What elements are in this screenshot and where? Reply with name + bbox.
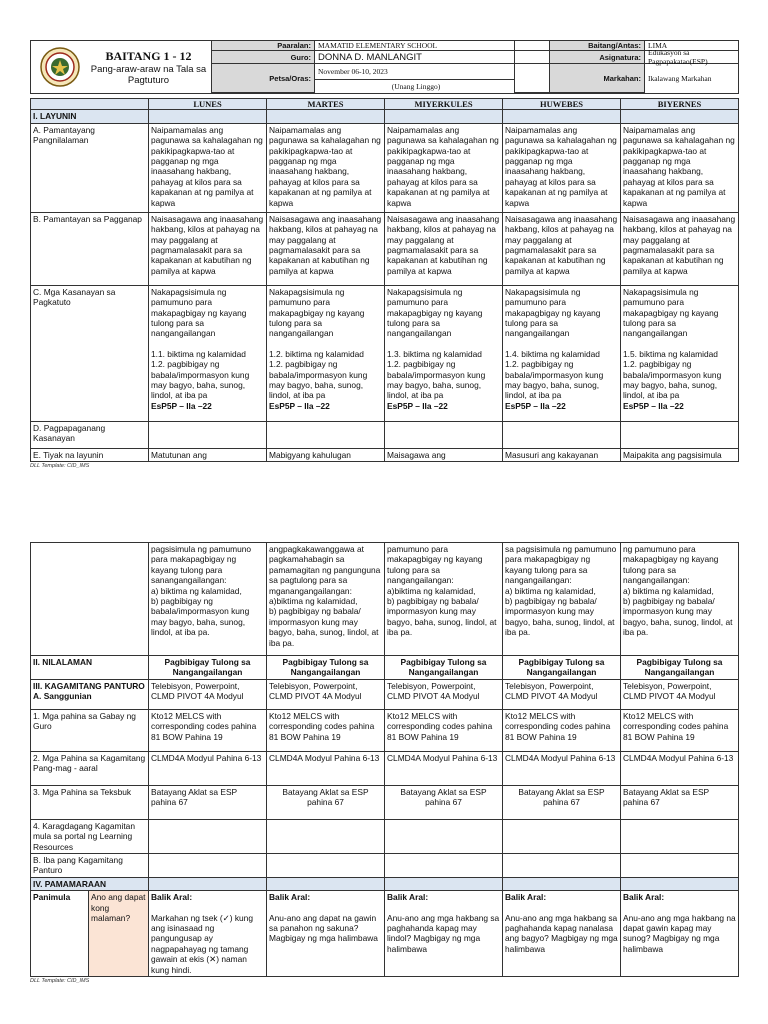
table-row [31,785,739,819]
table-cell: Kto12 MELCS with corresponding codes pahina 81 BOW Pahina 19 [621,709,739,751]
nilalaman-label: II. NILALAMAN [31,656,149,680]
blank-header [31,99,149,110]
table-cell: Maipakita ang pagsisimula [621,448,739,461]
form-title: BAITANG 1 - 12 [105,48,192,63]
table-row [31,709,739,751]
petsa-value: November 06-10, 2023 [315,64,515,80]
balik-aral-text: Anu-ano ang mga hakbang sa paghahanda kapag may lindol? Magbigay ng mga halimbawa [387,912,500,954]
page-1 [30,40,739,469]
table-cell: Naipamamalas ang pagunawa sa kahalagahan ng pakikipagkapwa-tao at pagganap ng mga inaasahang hakbang, pahayag at kilos para sa kapakanan at ng pamilya at kapwa [621,123,739,212]
skill-items: 1.2. biktima ng kalamidad 1.2. pagbibigay ng babala/impormasyon kung may bagyo, baha, sunog, lindol, at iba pa [269,348,368,401]
table-cell [385,421,503,448]
table-cell [267,421,385,448]
row-label: E. Tiyak na layunin [31,448,149,461]
table-cell: Naipamamalas ang pagunawa sa kahalagahan ng pakikipagkapwa-tao at pagganap ng mga inaasahang hakbang, pahayag at kilos para sa kapakanan at ng pamilya at kapwa [503,123,621,212]
balik-aral-label: Balik Aral: [269,892,311,903]
table-row [31,751,739,785]
page-footer: DLL Template: CID_IMS [30,978,90,985]
panimula-label: Panimula [31,891,89,977]
kagamitan-label [31,679,149,709]
table-cell [503,421,621,448]
table-cell: Telebisyon, Powerpoint, CLMD PIVOT 4A Modyul [385,679,503,709]
skill-code: EsP5P – IIa –22 [151,400,212,411]
skill-intro: Nakapagsisimula ng pamumuno para makapagbigay ng kayang tulong para sa nangangailangan [151,286,247,339]
header [30,40,739,94]
table-cell: Batayang Aklat sa ESP pahina 67 [149,785,267,819]
baitang-value: LIMA [645,41,738,51]
balik-aral-label: Balik Aral: [623,892,665,903]
table-cell: pamumuno para makapagbigay ng kayang tulong para sa nangangailangan: a)biktima ng kalamidad, b) pagbibigay ng babala/ impormasyon kung may bagyo, baha, sunog, lindol, at iba pa. [385,543,503,656]
table-cell: Kto12 MELCS with corresponding codes pahina 81 BOW Pahina 19 [149,709,267,751]
header-left [31,41,212,93]
table-cell: CLMD4A Modyul Pahina 6-13 [385,751,503,785]
header-info-grid [212,41,738,93]
petsa-label: Petsa/Oras: [212,64,315,93]
table-row [31,891,739,977]
markahan-value: Ikalawang Markahan [648,74,712,83]
dll-table-page1 [30,98,739,462]
table-cell: Naisasagawa ang inaasahang hakbang, kilos at pahayag na may paggalang at pagmamalasakit para sa kapakanan at kabutihan ng pamilya at kapwa [267,212,385,285]
table-cell: Kto12 MELCS with corresponding codes pahina 81 BOW Pahina 19 [267,709,385,751]
section-layunin-label: I. LAYUNIN [31,110,149,123]
row-label: B. Iba pang Kagamitang Panturo [31,854,149,878]
balik-aral-label: Balik Aral: [505,892,547,903]
table-row [31,123,739,212]
table-cell: Naipamamalas ang pagunawa sa kahalagahan ng pakikipagkapwa-tao at pagganap ng mga inaasahang hakbang, pahayag at kilos para sa kapakanan at ng pamilya at kapwa [267,123,385,212]
table-row [31,212,739,285]
table-cell: Naisasagawa ang inaasahang hakbang, kilos at pahayag na may paggalang at pagmamalasakit para sa kapakanan at kabutihan ng pamilya at kapwa [621,212,739,285]
row-label: 2. Mga Pahina sa Kagamitang Pang-mag - aaral [31,751,149,785]
table-row [31,421,739,448]
table-cell: Pagbibigay Tulong sa Nangangailangan [503,656,621,680]
table-cell: Mabigyang kahulugan [267,448,385,461]
table-row [31,679,739,709]
table-cell [503,891,621,977]
table-cell: pagsisimula ng pamumuno para makapagbigay ng kayang tulong para sanangangailangan: a) biktima ng kalamidad, b) pagbibigay ng babala/impormasyon kung may bagyo, baha, sunog, lindol, at iba pa. [149,543,267,656]
table-row [31,656,739,680]
table-cell: Batayang Aklat sa ESP pahina 67 [503,785,621,819]
page-footer: DLL Template: CID_IMS [30,463,90,470]
skill-code: EsP5P – IIa –22 [623,400,684,411]
table-cell: sa pagsisimula ng pamumuno para makapagbigay ng kayang tulong para sa nangangailangan: a) biktima ng kalamidad, b) pagbibigay ng babala/ impormasyon kung may bagyo, baha, sunog, lindol, at iba pa. [503,543,621,656]
table-cell: Naipamamalas ang pagunawa sa kahalagahan ng pakikipagkapwa-tao at pagganap ng mga inaasahang hakbang, pahayag at kilos para sa kapakanan at ng pamilya at kapwa [385,123,503,212]
table-row [31,543,739,656]
skill-intro: Nakapagsisimula ng pamumuno para makapagbigay ng kayang tulong para sa nangangailangan [387,286,483,339]
table-cell: Pagbibigay Tulong sa Nangangailangan [267,656,385,680]
table-cell [267,891,385,977]
table-cell [385,891,503,977]
table-cell [149,891,267,977]
row-label: 3. Mga Pahina sa Teksbuk [31,785,149,819]
table-cell: Batayang Aklat sa ESP pahina 67 [621,785,739,819]
guro-label: Guro: [212,51,315,64]
balik-aral-text: Anu-ano ang dapat na gawin sa panahon ng sakuna? Magbigay ng mga halimbawa [269,912,378,944]
table-row [31,285,739,421]
table-cell [267,285,385,421]
page-2 [30,542,739,984]
skill-code: EsP5P – IIa –22 [387,400,448,411]
day-biyernes: BIYERNES [621,99,739,110]
header-title-block [86,49,211,86]
asignatura-value: Edukasyon sa Pagpapakatao(ESP) [645,51,738,64]
table-cell [621,285,739,421]
day-huwebes: HUWEBES [503,99,621,110]
table-cell: Batayang Aklat sa ESP pahina 67 [385,785,503,819]
table-cell [149,421,267,448]
skill-intro: Nakapagsisimula ng pamumuno para makapagbigay ng kayang tulong para sa nangangailangan [505,286,601,339]
table-cell [149,285,267,421]
section-pamamaraan [31,877,739,890]
markahan-label: Markahan: [550,64,645,93]
section-pamamaraan-label: IV. PAMAMARAAN [31,877,149,890]
skill-items: 1.3. biktima ng kalamidad 1.2. pagbibigay ng babala/impormasyon kung may bagyo, baha, sunog, lindol, at iba pa [387,348,486,401]
table-cell: Naisasagawa ang inaasahang hakbang, kilos at pahayag na may paggalang at pagmamalasakit para sa kapakanan at kabutihan ng pamilya at kapwa [385,212,503,285]
row-label: C. Mga Kasanayan sa Pagkatuto [31,285,149,421]
table-cell: angpagkakawanggawa at pagkamahabagin sa pamamagitan ng pangunguna sa pagtulong para sa mganangangailangan: a)biktima ng kalamidad, b) pagbibigay ng babala/ impormasyon kung may bagyo, baha, sunog, lindol, at iba pa. [267,543,385,656]
table-cell: Maisagawa ang [385,448,503,461]
balik-aral-text: Markahan ng tsek (✓) kung ang isinasaad ng pangungusap ay nagpapahayag ng tamang gawain at ekis (✕) naman kung hindi. [151,912,253,975]
guro-value: DONNA D. MANLANGIT [315,51,515,64]
table-cell: Pagbibigay Tulong sa Nangangailangan [385,656,503,680]
table-cell: Naisasagawa ang inaasahang hakbang, kilos at pahayag na may paggalang at pagmamalasakit para sa kapakanan at kabutihan ng pamilya at kapwa [503,212,621,285]
skill-code: EsP5P – IIa –22 [505,400,566,411]
row-label: D. Pagpapaganang Kasanayan [31,421,149,448]
table-cell: Masusuri ang kakayanan [503,448,621,461]
skill-intro: Nakapagsisimula ng pamumuno para makapagbigay ng kayang tulong para sa nangangailangan [269,286,365,339]
row-label: A. Pamantayang Pangnilalaman [31,123,149,212]
sanggunian-label: A. Sanggunian [33,691,92,702]
table-cell: ng pamumuno para makapagbigay ng kayang tulong para sa nangangailangan: a) biktima ng kalamidad, b) pagbibigay ng babala/ impormasyon kung may bagyo, baha, sunog, lindol, at iba pa. [621,543,739,656]
table-cell: Pagbibigay Tulong sa Nangangailangan [621,656,739,680]
day-miyerkules: MIYERKULES [385,99,503,110]
paaralan-label: Paaralan: [212,41,315,51]
section-layunin [31,110,739,123]
balik-aral-label: Balik Aral: [151,892,193,903]
table-row [31,854,739,878]
kagamitan-title: III. KAGAMITANG PANTURO [33,680,145,691]
table-cell: Kto12 MELCS with corresponding codes pahina 81 BOW Pahina 19 [503,709,621,751]
table-cell: Pagbibigay Tulong sa Nangangailangan [149,656,267,680]
row-label [31,543,149,656]
balik-aral-text: Anu-ano ang mga hakbang na dapat gawin kapag may sunog? Magbigay ng mga halimbawa [623,912,736,954]
baitang-label: Baitang/Antas: [550,41,645,51]
row-label: 1. Mga pahina sa Gabay ng Guro [31,709,149,751]
table-cell: Naisasagawa ang inaasahang hakbang, kilos at pahayag na may paggalang at pagmamalasakit para sa kapakanan at kabutihan ng pamilya at kapwa [149,212,267,285]
form-subtitle: Pang-araw-araw na Tala sa Pagtuturo [90,63,207,86]
balik-aral-label: Balik Aral: [387,892,429,903]
skill-items: 1.4. biktima ng kalamidad 1.2. pagbibigay ng babala/impormasyon kung may bagyo, baha, sunog, lindol, at iba pa [505,348,604,401]
row-label: 4. Karagdagang Kagamitan mula sa portal ng Learning Resources [31,819,149,853]
day-martes: MARTES [267,99,385,110]
row-label: B. Pamantayan sa Pagganap [31,212,149,285]
table-cell [385,285,503,421]
table-cell: Telebisyon, Powerpoint, CLMD PIVOT 4A Modyul [149,679,267,709]
table-cell: CLMD4A Modyul Pahina 6-13 [267,751,385,785]
table-row [31,448,739,461]
skill-items: 1.5. biktima ng kalamidad 1.2. pagbibigay ng babala/impormasyon kung may bagyo, baha, sunog, lindol, at iba pa [623,348,722,401]
table-cell: Matutunan ang [149,448,267,461]
panimula-question: Ano ang dapat kong malaman? [89,891,149,977]
skill-intro: Nakapagsisimula ng pamumuno para makapagbigay ng kayang tulong para sa nangangailangan [623,286,719,339]
table-cell: Telebisyon, Powerpoint, CLMD PIVOT 4A Modyul [503,679,621,709]
balik-aral-text: Anu-ano ang mga hakbang sa paghahanda kapag nanalasa ang bagyo? Magbigay ng mga halimbawa [505,912,618,954]
table-cell: Telebisyon, Powerpoint, CLMD PIVOT 4A Modyul [621,679,739,709]
day-header-row [31,99,739,110]
table-cell: Naipamamalas ang pagunawa sa kahalagahan ng pakikipagkapwa-tao at pagganap ng mga inaasahang hakbang, pahayag at kilos para sa kapakanan at ng pamilya at kapwa [149,123,267,212]
table-cell [503,285,621,421]
skill-items: 1.1. biktima ng kalamidad 1.2. pagbibigay ng babala/impormasyon kung may bagyo, baha, sunog, lindol, at iba pa [151,348,250,401]
dll-table-page2 [30,542,739,977]
table-cell: Kto12 MELCS with corresponding codes pahina 81 BOW Pahina 19 [385,709,503,751]
deped-seal-icon [40,47,80,87]
table-cell: CLMD4A Modyul Pahina 6-13 [621,751,739,785]
skill-code: EsP5P – IIa –22 [269,400,330,411]
table-cell: CLMD4A Modyul Pahina 6-13 [503,751,621,785]
paaralan-value: MAMATID ELEMENTARY SCHOOL [315,41,515,51]
petsa-week: (Unang Linggo) [315,80,515,93]
asignatura-label: Asignatura: [550,51,645,64]
table-row [31,819,739,853]
table-cell: Batayang Aklat sa ESP pahina 67 [267,785,385,819]
table-cell [621,421,739,448]
table-cell: Telebisyon, Powerpoint, CLMD PIVOT 4A Modyul [267,679,385,709]
table-cell [621,891,739,977]
table-cell: CLMD4A Modyul Pahina 6-13 [149,751,267,785]
day-lunes: LUNES [149,99,267,110]
